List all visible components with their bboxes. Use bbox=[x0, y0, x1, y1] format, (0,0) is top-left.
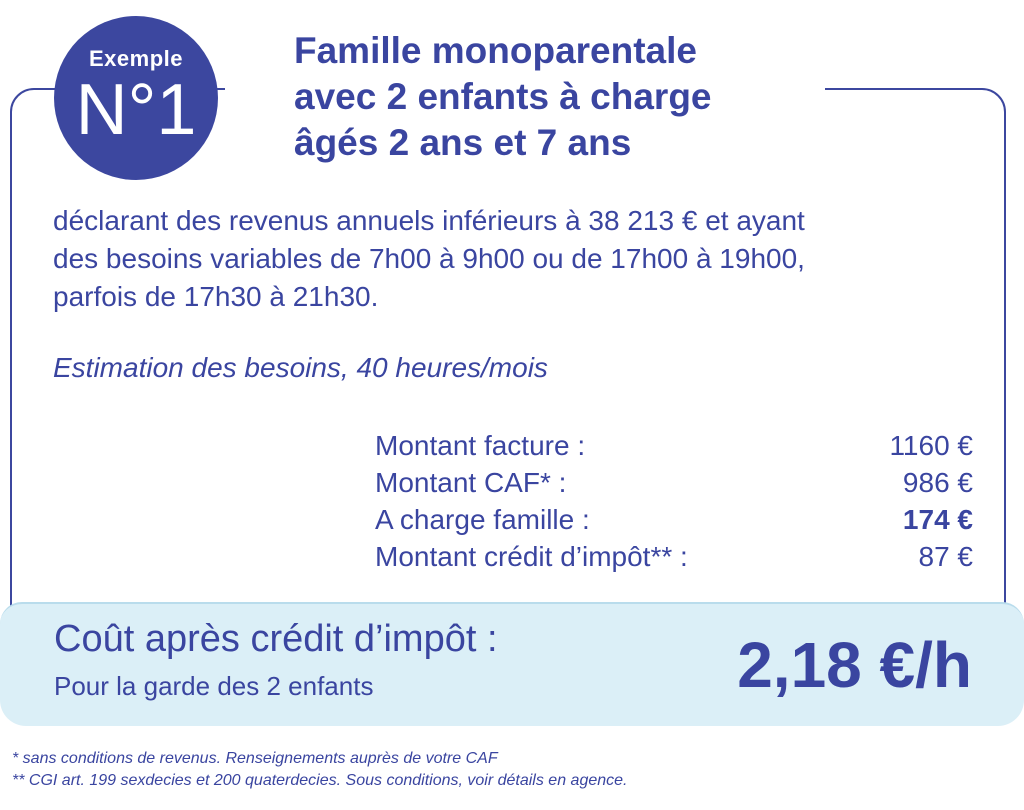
amount-label: Montant CAF* : bbox=[375, 467, 567, 498]
amount-row-caf bbox=[375, 464, 973, 501]
amount-row-credit-impot bbox=[375, 538, 973, 575]
title-line: Famille monoparentale bbox=[294, 30, 697, 71]
title-line: avec 2 enfants à charge bbox=[294, 76, 712, 117]
description-line: déclarant des revenus annuels inférieurs à 38 213 € et ayant bbox=[53, 205, 805, 236]
description-line: parfois de 17h30 à 21h30. bbox=[53, 281, 379, 312]
description-line: des besoins variables de 7h00 à 9h00 ou de 17h00 à 19h00, bbox=[53, 243, 805, 274]
amounts-table bbox=[375, 427, 973, 575]
badge-label: Exemple bbox=[89, 46, 183, 71]
cost-subtitle: Pour la garde des 2 enfants bbox=[54, 671, 374, 701]
amount-label: Montant crédit d’impôt** : bbox=[375, 541, 688, 572]
footnote: * sans conditions de revenus. Renseignements auprès de votre CAF bbox=[12, 750, 498, 767]
amount-value: 87 € bbox=[918, 541, 973, 572]
amount-row-facture bbox=[375, 427, 973, 464]
cost-title: Coût après crédit d’impôt : bbox=[54, 618, 498, 660]
cost-highlight-box bbox=[0, 602, 1024, 726]
footnotes bbox=[12, 748, 627, 792]
amount-value: 174 € bbox=[902, 504, 973, 535]
badge-number: N°1 bbox=[75, 70, 197, 150]
title-line: âgés 2 ans et 7 ans bbox=[294, 122, 632, 163]
amount-label: Montant facture : bbox=[375, 430, 586, 461]
example-badge bbox=[54, 16, 218, 180]
amount-value: 1160 € bbox=[889, 430, 973, 461]
page-title bbox=[294, 28, 854, 166]
footnote: ** CGI art. 199 sexdecies et 200 quaterdecies. Sous conditions, voir détails en agence. bbox=[12, 772, 628, 789]
situation-description bbox=[53, 202, 993, 316]
cost-per-hour: 2,18 €/h bbox=[737, 629, 972, 701]
amount-value: 986 € bbox=[902, 467, 973, 498]
amount-label: A charge famille : bbox=[375, 504, 590, 535]
needs-estimation: Estimation des besoins, 40 heures/mois bbox=[53, 352, 548, 383]
amount-row-charge-famille bbox=[375, 501, 973, 538]
